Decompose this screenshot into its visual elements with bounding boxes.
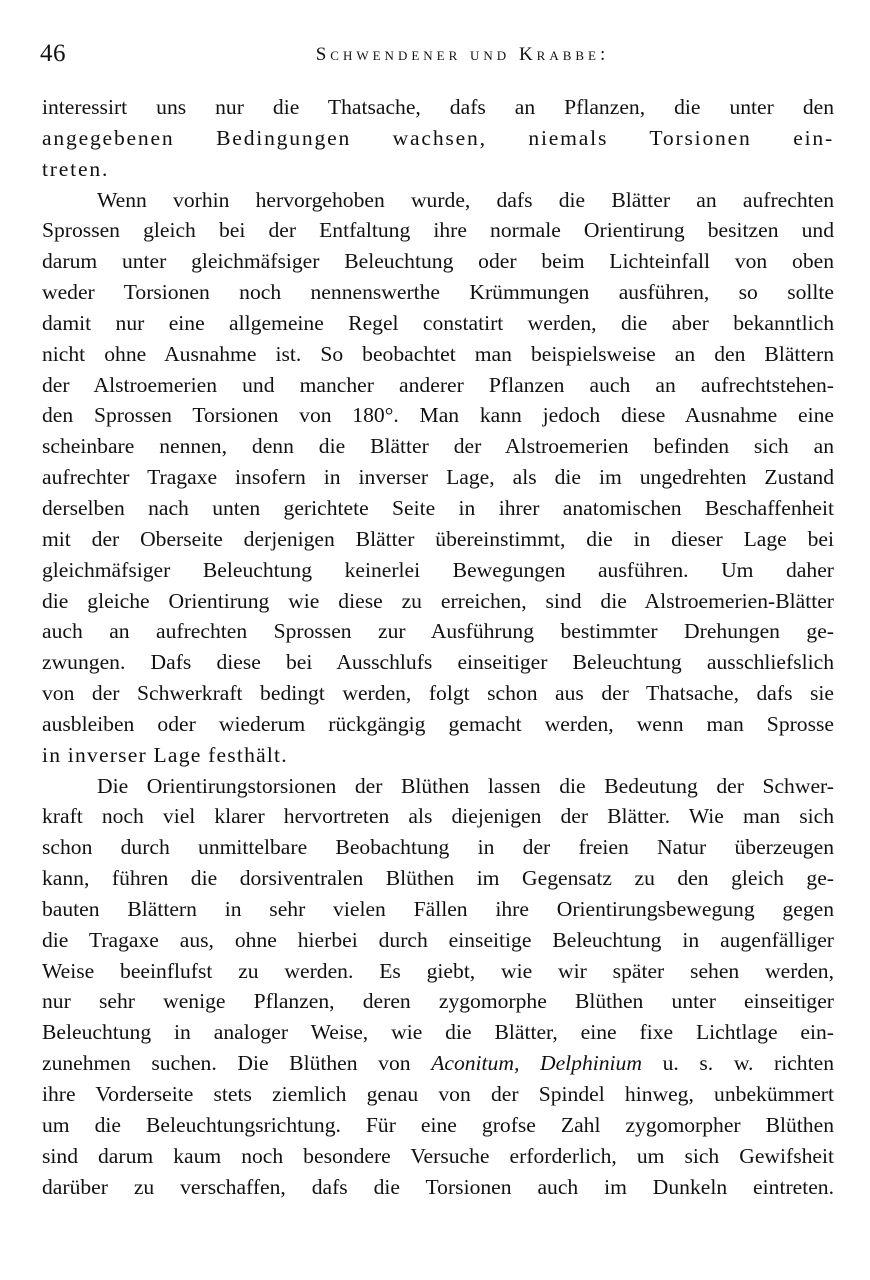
text-line: die gleiche Orientirung wie diese zu erreichen, sind die Alstroemerien-Blätter — [42, 588, 834, 613]
text-line: bauten Blättern in sehr vielen Fällen ihre Orientirungsbewegung gegen — [42, 896, 834, 921]
text-line: sind darum kaum noch besondere Versuche erforderlich, um sich Gewifsheit — [42, 1143, 834, 1168]
text-line: angegebenen Bedingungen wachsen, niemals Torsionen ein- — [42, 125, 834, 150]
text-line: zwungen. Dafs diese bei Ausschlufs einseitiger Beleuchtung ausschliefslich — [42, 650, 834, 675]
text-line: darum unter gleichmäfsiger Beleuchtung oder beim Lichteinfall von oben — [42, 249, 834, 274]
text-line: von der Schwerkraft bedingt werden, folgt schon aus der Thatsache, dafs sie — [42, 681, 834, 706]
text-line: die Tragaxe aus, ohne hierbei durch einseitige Beleuchtung in augenfälliger — [42, 927, 834, 952]
running-title: Schwendener und Krabbe: — [315, 44, 610, 65]
text-line: nur sehr wenige Pflanzen, deren zygomorphe Blüthen unter einseitiger — [42, 989, 834, 1014]
text-line: schon durch unmittelbare Beobachtung in der freien Natur überzeugen — [42, 835, 834, 860]
text-segment: u. s. w. richten — [641, 1051, 834, 1076]
text-line: interessirt uns nur die Thatsache, dafs an Pflanzen, die unter den — [42, 95, 834, 119]
text-line: aufrechter Tragaxe insofern in inverser Lage, als die im ungedrehten Zustand — [42, 465, 834, 490]
text-line: Sprossen gleich bei der Entfaltung ihre normale Orientirung besitzen und — [42, 218, 834, 243]
text-line: um die Beleuchtungsrichtung. Für eine grofse Zahl zygomorpher Blüthen — [42, 1112, 834, 1137]
text-line: derselben nach unten gerichtete Seite in ihrer anatomischen Beschaffenheit — [42, 495, 834, 520]
text-line: weder Torsionen noch nennenswerthe Krümmungen ausführen, so sollte — [42, 280, 834, 305]
text-line: gleichmäfsiger Beleuchtung keinerlei Bewegungen ausführen. Um daher — [42, 557, 834, 582]
text-line: in inverser Lage festhält. — [42, 742, 288, 767]
body-text — [42, 92, 834, 1202]
text-segment: zunehmen suchen. Die Blüthen von — [42, 1051, 432, 1076]
text-line: den Sprossen Torsionen von 180°. Man kann jedoch diese Ausnahme eine — [42, 403, 834, 428]
running-head — [40, 40, 835, 70]
text-line: mit der Oberseite derjenigen Blätter übereinstimmt, die in dieser Lage bei — [42, 526, 834, 551]
genus-names-italic: Aconitum, Delphinium — [431, 1051, 642, 1076]
paragraph-start-line: Die Orientirungstorsionen der Blüthen lassen die Bedeutung der Schwer- — [97, 773, 834, 798]
text-line: Weise beeinflufst zu werden. Es giebt, wie wir später sehen werden, — [42, 958, 834, 983]
text-line: damit nur eine allgemeine Regel constatirt werden, die aber bekanntlich — [42, 310, 834, 335]
text-line: ihre Vorderseite stets ziemlich genau von der Spindel hinweg, unbekümmert — [42, 1082, 834, 1106]
paragraph-start-line: Wenn vorhin hervorgehoben wurde, dafs die Blätter an aufrechten — [97, 187, 834, 212]
text-line: kann, führen die dorsiventralen Blüthen im Gegensatz zu den gleich ge- — [42, 866, 834, 891]
text-line-with-italic — [42, 1048, 834, 1079]
text-line: der Alstroemerien und mancher anderer Pflanzen auch an aufrechtstehen- — [42, 372, 834, 397]
text-line: ausbleiben oder wiederum rückgängig gemacht werden, wenn man Sprosse — [42, 711, 834, 736]
text-line: treten. — [42, 156, 110, 181]
text-line: nicht ohne Ausnahme ist. So beobachtet man beispielsweise an den Blättern — [42, 341, 834, 366]
text-line: Beleuchtung in analoger Weise, wie die Blätter, eine fixe Lichtlage ein- — [42, 1020, 834, 1045]
text-line: darüber zu verschaffen, dafs die Torsionen auch im Dunkeln eintreten. — [42, 1174, 834, 1199]
page-number: 46 — [40, 40, 66, 67]
text-line: auch an aufrechten Sprossen zur Ausführung bestimmter Drehungen ge- — [42, 619, 834, 644]
text-line: scheinbare nennen, denn die Blätter der Alstroemerien befinden sich an — [42, 434, 834, 459]
text-line: kraft noch viel klarer hervortreten als diejenigen der Blätter. Wie man sich — [42, 804, 834, 829]
